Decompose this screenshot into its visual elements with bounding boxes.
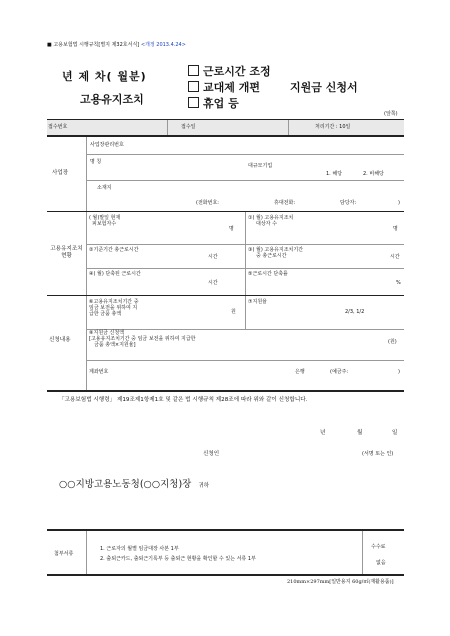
checkbox-icon[interactable] [188,81,199,92]
base-hours-unit: 시간 [208,254,218,260]
processing-period: 처리기간 : 10일 [315,124,351,130]
support-rate-value: 2/3, 1/2 [345,309,365,315]
address-label: 소재지 [97,185,112,191]
period-hours-label: ③( 월) 고용유지조치기간 중 총근로시간 [248,247,304,259]
phone-close: ) [398,200,400,206]
receipt-row [47,120,404,135]
fee-value: 없음 [376,560,386,566]
amend-date: <개정 2013.4.24> [140,42,186,48]
title-option-2: 교대제 개편 [188,79,260,95]
addressee-office: ○○지방고용노동청(○○지청)장 귀하 [59,479,210,490]
reduced-hours-label: ④( 월) 단축된 근로시간 [89,271,141,277]
holder-close: ) [398,369,400,375]
date-year: 년 [320,430,326,436]
target-count-label: ①( 월) 고용유지조치 대상자 수 [248,215,294,227]
mobile-label: 휴대전화: [274,200,296,206]
title-subject: 고용유지조치 [80,93,144,106]
receipt-number-label: 접수번호 [48,124,68,130]
application-statement: 「고용보험법 시행령」 제19조제1항제1호 및 같은 법 시행규칙 제28조에 따라 위와 같이 신청합니다. [59,397,308,403]
insured-count-label: ( 월)말일 현재 피보험자수 [89,215,121,227]
attachment-item-2: 2. 출퇴근카드, 출퇴근기록부 등 출퇴근 현황을 확인할 수 있는 서류 1부 [100,556,256,562]
insured-count-unit: 명 [229,226,234,232]
workplace-name-label: 명 칭 [90,159,102,165]
paid-total-label: ⑥고용유지조치기간 중 임금 보전을 위하여 지 급한 금품 총액 [89,299,139,317]
reduction-rate-unit: % [396,280,401,286]
status-section-label: 고용유지조치 현황 [50,246,83,259]
base-hours-label: ②기준기간 총근로시간 [89,247,139,253]
title-document-name: 지원금 신청서 [290,81,358,94]
fee-label: 수수료 [371,544,386,550]
attachment-item-1: 1. 근로자의 월별 임금대장 사본 1부 [100,546,179,552]
large-firm-label: 대규모기업 [248,163,273,169]
workplace-mgmt-no-label: 사업장관리번호 [90,142,124,148]
support-rate-label: ⑦지원율 [248,299,267,305]
checkbox-icon[interactable] [188,65,199,76]
law-reference: 고용보험법 시행규칙[별지 제32호서식] [53,42,140,48]
reduced-hours-unit: 시간 [208,280,218,286]
workplace-section-label: 사업장 [52,170,69,176]
reduction-rate-label: ⑤근로시간 단축률 [248,271,288,277]
form-reference [47,43,186,49]
period-hours-unit: 시간 [390,254,400,260]
applicant-label: 신청인 [203,451,220,457]
signature-hint: (서명 또는 인) [362,451,394,457]
holder-label: (예금주: [330,369,349,375]
manager-label: 담당자: [340,200,357,206]
account-label: 계좌번호 [89,369,109,375]
requested-amount-label: ⑧지원금 신청액 [고용유지조치기간 중 임금 보전을 위하여 지급한 금품 총액×지원율] [89,330,196,348]
requested-amount-unit: (원) [388,339,397,345]
title-year-month: 년 제 차( 월분) [62,70,147,83]
apply-section-label: 신청내용 [49,337,71,343]
target-count-unit: 명 [393,226,398,232]
paper-spec: 210mm×297mm[일반용지 60g/㎡(재활용품)] [287,579,394,585]
large-firm-yes[interactable]: 1. 해당 [326,171,343,177]
receipt-date-label: 접수일 [181,124,196,130]
page-side-note: (앞쪽) [384,111,398,117]
checkbox-icon[interactable] [188,97,199,108]
phone-label: (전화번호: [196,200,219,206]
paid-total-unit: 원 [231,309,236,315]
large-firm-no[interactable]: 2. 비해당 [363,171,384,177]
bank-label: 은행 [295,369,305,375]
title-option-3: 휴업 등 [188,95,239,111]
bullet-icon: ■ [47,42,52,48]
title-option-1: 근로시간 조정 [188,63,271,79]
attachments-label: 첨부서류 [54,551,74,557]
date-day: 일 [392,430,398,436]
date-month: 월 [357,430,363,436]
